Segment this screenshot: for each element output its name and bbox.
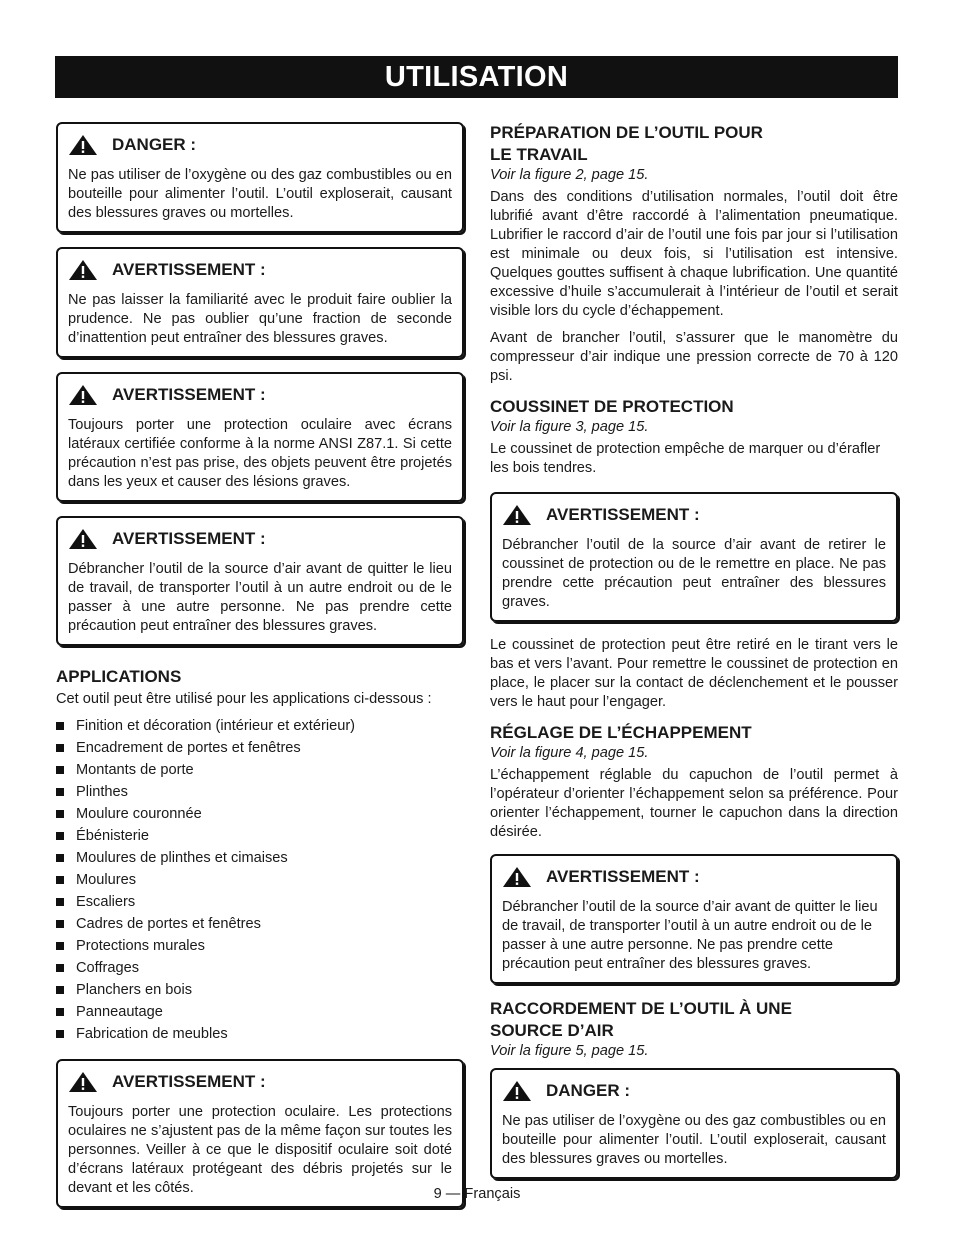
- list-item: Moulures de plinthes et cimaises: [56, 847, 464, 869]
- list-item: Montants de porte: [56, 759, 464, 781]
- prep-heading: PRÉPARATION DE L’OUTIL POUR LE TRAVAIL: [490, 123, 763, 164]
- warning-title: AVERTISSEMENT :: [112, 260, 266, 279]
- warning-triangle-icon: [502, 504, 532, 526]
- list-item: Fabrication de meubles: [56, 1023, 464, 1045]
- bullet-square-icon: [56, 898, 64, 906]
- warning-title: AVERTISSEMENT :: [546, 505, 700, 524]
- bullet-square-icon: [56, 942, 64, 950]
- bullet-square-icon: [56, 832, 64, 840]
- bullet-square-icon: [56, 920, 64, 928]
- warning-triangle-icon: [68, 259, 98, 281]
- paragraph: Le coussinet de protection empêche de marquer ou d’érafler les bois tendres.: [490, 441, 881, 476]
- figure-reference: Voir la figure 2, page 15.: [490, 167, 649, 183]
- list-item: Protections murales: [56, 935, 464, 957]
- figure-reference: Voir la figure 4, page 15.: [490, 745, 649, 761]
- list-item: Coffrages: [56, 957, 464, 979]
- left-column: [56, 122, 464, 1222]
- warning-body: Toujours porter une protection oculaire avec écrans latéraux certifiée conforme à la norme ANSI Z87.1. Si cette précaution n’est pas prise, des objets peuvent être projetés dans les yeux et causer des lésions graves.: [68, 417, 452, 490]
- warning-triangle-icon: [502, 1080, 532, 1102]
- echappement-heading: RÉGLAGE DE L’ÉCHAPPEMENT: [490, 723, 752, 742]
- warning-body: Débrancher l’outil de la source d’air avant de quitter le lieu de travail, de transporter l’outil à un autre endroit ou de le passer à une autre personne. Ne pas prendre cette précaution peut entraîner des blessures graves.: [68, 561, 452, 634]
- bullet-square-icon: [56, 986, 64, 994]
- page-footer: 9 — Français: [433, 1186, 521, 1202]
- warning-body: Ne pas utiliser de l’oxygène ou des gaz combustibles ou en bouteille pour alimenter l’outil. L’outil exploserait, causant des blessures graves ou mortelles.: [68, 167, 452, 221]
- page-title: UTILISATION: [384, 61, 569, 93]
- paragraph: Avant de brancher l’outil, s’assurer que le manomètre du compresseur d’air indique une pression correcte de 70 à 120 psi.: [490, 330, 898, 384]
- warning-title: AVERTISSEMENT :: [112, 529, 266, 548]
- list-item: Ébénisterie: [56, 825, 464, 847]
- warning-body: Débrancher l’outil de la source d’air avant de retirer le coussinet de protection ou de le remettre en place. Ne pas prendre cette précaution peut entraîner des blessures graves.: [502, 537, 886, 610]
- warning-body: Débrancher l’outil de la source d’air avant de quitter le lieu de travail, de transporter l’outil à un autre endroit ou de le passer à une autre personne. Ne pas prendre cette précaution peut entraîner des blessures graves.: [502, 899, 878, 972]
- warning-title: DANGER :: [546, 1081, 631, 1100]
- bullet-square-icon: [56, 810, 64, 818]
- list-item: Finition et décoration (intérieur et extérieur): [56, 715, 464, 737]
- list-item: Moulure couronnée: [56, 803, 464, 825]
- warning-body: Toujours porter une protection oculaire. Les protections oculaires ne s’ajustent pas de la même façon sur toutes les personnes. Veiller à ce que le dispositif oculaire soit doté d’écrans latéraux protégeant des débris projetés sur le devant et les côtés.: [68, 1104, 452, 1196]
- warning-triangle-icon: [68, 1071, 98, 1093]
- bullet-square-icon: [56, 1030, 64, 1038]
- warning-triangle-icon: [68, 384, 98, 406]
- list-item: Planchers en bois: [56, 979, 464, 1001]
- warning-title: DANGER :: [112, 135, 197, 154]
- list-item: Panneautage: [56, 1001, 464, 1023]
- paragraph: L’échappement réglable du capuchon de l’outil permet à l’opérateur d’orienter l’échappement selon sa préférence. Pour orienter l’échappement, tourner le capuchon dans la direction désirée.: [490, 767, 898, 840]
- warning-box: [56, 247, 464, 358]
- warning-box: [490, 492, 898, 622]
- list-item: Plinthes: [56, 781, 464, 803]
- bullet-square-icon: [56, 854, 64, 862]
- list-item: Escaliers: [56, 891, 464, 913]
- applications-intro: Cet outil peut être utilisé pour les applications ci-dessous :: [56, 691, 432, 707]
- paragraph: Le coussinet de protection peut être retiré en le tirant vers le bas et vers l’avant. Pour remettre le coussinet de protection en place, le placer sur la contact de déclenchement et le pousser vers le haut pour l’engager.: [490, 637, 898, 710]
- raccordement-heading: RACCORDEMENT DE L’OUTIL À UNE SOURCE D’AIR: [490, 999, 792, 1040]
- bullet-square-icon: [56, 766, 64, 774]
- warning-title: AVERTISSEMENT :: [546, 867, 700, 886]
- warning-triangle-icon: [68, 134, 98, 156]
- list-item: Encadrement de portes et fenêtres: [56, 737, 464, 759]
- applications-heading: APPLICATIONS: [56, 667, 182, 686]
- warning-triangle-icon: [502, 866, 532, 888]
- warning-title: AVERTISSEMENT :: [112, 1072, 266, 1091]
- warning-body: Ne pas utiliser de l’oxygène ou des gaz combustibles ou en bouteille pour alimenter l’outil. L’outil exploserait, causant des blessures graves ou mortelles.: [502, 1113, 886, 1167]
- warning-box: [490, 854, 898, 984]
- figure-reference: Voir la figure 3, page 15.: [490, 419, 649, 435]
- bullet-square-icon: [56, 722, 64, 730]
- bullet-square-icon: [56, 788, 64, 796]
- page-title-banner: [55, 56, 898, 98]
- right-column: [490, 122, 898, 1193]
- figure-reference: Voir la figure 5, page 15.: [490, 1043, 649, 1059]
- warning-box: [56, 516, 464, 646]
- danger-box: [490, 1068, 898, 1179]
- list-item: Moulures: [56, 869, 464, 891]
- warning-body: Ne pas laisser la familiarité avec le produit faire oublier la prudence. Ne pas oublier qu’une fraction de seconde d’inattention peut entraîner des blessures graves.: [68, 292, 452, 346]
- bullet-square-icon: [56, 964, 64, 972]
- warning-title: AVERTISSEMENT :: [112, 385, 266, 404]
- paragraph: Dans des conditions d’utilisation normales, l’outil doit être lubrifié avant d’être raccordé à l’alimentation pneumatique. Lubrifier le raccord d’air de l’outil une fois par jour si l’utilisation est minimale ou deux fois, si l’utilisation est intensive. Quelques gouttes suffisent à chaque lubrification. Une quantité excessive d’huile s’accumulerait à l’intérieur de l’outil et serait visible lors du cycle d’échappement.: [490, 189, 898, 319]
- applications-list: [56, 715, 464, 1045]
- danger-box: [56, 122, 464, 233]
- coussinet-heading: COUSSINET DE PROTECTION: [490, 397, 734, 416]
- warning-triangle-icon: [68, 528, 98, 550]
- bullet-square-icon: [56, 744, 64, 752]
- bullet-square-icon: [56, 1008, 64, 1016]
- warning-box: [56, 372, 464, 502]
- list-item: Cadres de portes et fenêtres: [56, 913, 464, 935]
- bullet-square-icon: [56, 876, 64, 884]
